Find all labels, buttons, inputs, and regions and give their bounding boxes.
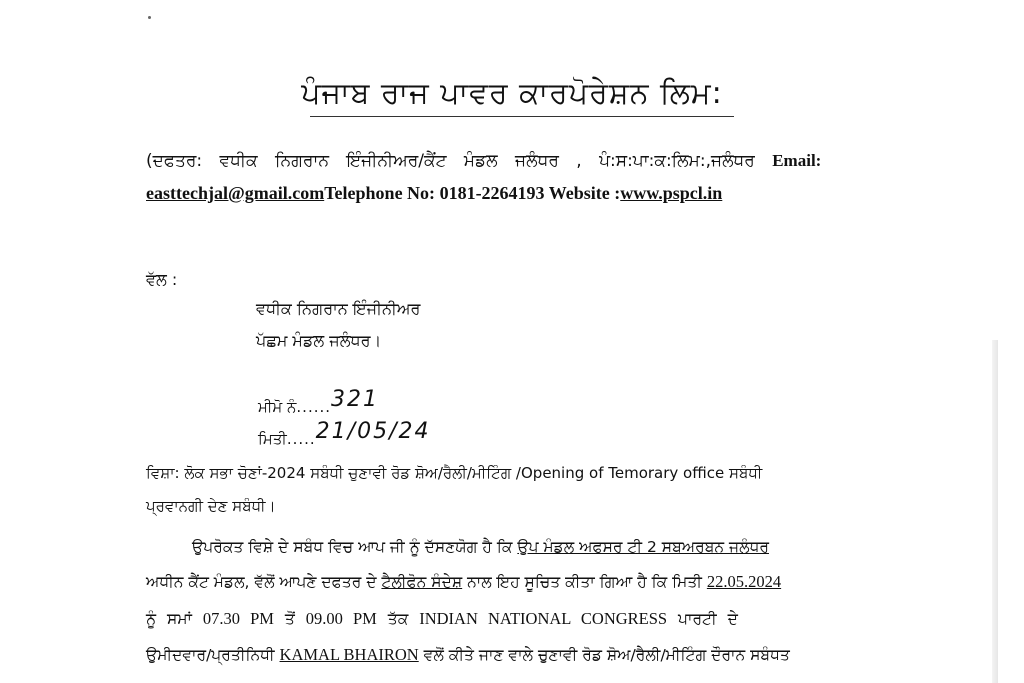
office-address-line [146, 151, 821, 171]
end-time: 09.00 PM [305, 609, 377, 628]
body-text: ਉਪਰੋਕਤ ਵਿਸ਼ੇ ਦੇ ਸਬੰਧ ਵਿਚ ਆਪ ਜੀ ਨੂੰ ਦੱਸਣਯੋਗ ਹੈ ਕਿ [192, 538, 518, 556]
body-text: ਅਧੀਨ ਕੈਂਟ ਮੰਡਲ, ਵੱਲੋਂ ਆਪਣੇ ਦਫਤਰ ਦੇ [146, 573, 382, 591]
email-link[interactable]: easttechjal@gmail.com [146, 183, 325, 203]
memo-label: ਮੀਮੋ ਨੰ [258, 398, 297, 416]
body-text: ਨੂੰ ਸਮਾਂ [146, 610, 203, 628]
memo-date-handwritten: 21/05/24 [315, 419, 431, 444]
memo-number-row [258, 387, 380, 418]
body-line-3 [146, 609, 886, 629]
body-text-underlined: ਟੈਲੀਫੋਨ ਸੰਦੇਸ਼ [381, 573, 463, 591]
date-dots: ..... [286, 430, 316, 448]
body-line-2 [146, 572, 886, 592]
subject-line-2: ਪ੍ਰਵਾਨਗੀ ਦੇਣ ਸਬੰਧੀ। [146, 497, 276, 515]
body-text: ਨਾਲ ਇਹ ਸੂਚਿਤ ਕੀਤਾ ਗਿਆ ਹੈ ਕਿ ਮਿਤੀ [462, 573, 707, 591]
page-edge-shadow [992, 340, 998, 683]
body-line-4 [146, 645, 886, 665]
recipient-line-2: ਪੱਛਮ ਮੰਡਲ ਜਲੰਧਰ। [256, 331, 382, 350]
office-address: (ਦਫਤਰ: ਵਧੀਕ ਨਿਗਰਾਨ ਇੰਜੀਨੀਅਰ/ਕੈਂਟ ਮੰਡਲ ਜਲੰਧਰ , ਪੰ:ਸ:ਪਾ:ਕ:ਲਿਮ:,ਜਲੰਧਰ [146, 151, 755, 171]
party-name: INDIAN NATIONAL CONGRESS [419, 609, 668, 628]
scan-speck [148, 16, 151, 19]
recipient-line-1: ਵਧੀਕ ਨਿਗਰਾਨ ਇੰਜੀਨੀਅਰ [256, 299, 421, 318]
telephone-label: Telephone No: [324, 183, 436, 203]
subject-line-1 [146, 464, 762, 482]
body-text: ਉਮੀਦਵਾਰ/ਪ੍ਰਤੀਨਿਧੀ [146, 646, 280, 664]
letterhead-title: ਪੰਜਾਬ ਰਾਜ ਪਾਵਰ ਕਾਰਪੋਰੇਸ਼ਨ ਲਿਮ: [301, 76, 723, 111]
memo-number-handwritten: 321 [331, 387, 380, 412]
telephone-number: 0181-2264193 [439, 183, 545, 203]
to-label: ਵੱਲ : [146, 270, 178, 289]
website-link[interactable]: www.pspcl.in [620, 183, 723, 203]
memo-date-row [258, 419, 431, 450]
body-text: ਪਾਰਟੀ ਦੇ [667, 610, 738, 628]
body-text: ਵਲੋਂ ਕੀਤੇ ਜਾਣ ਵਾਲੇ ਚੁਣਾਵੀ ਰੋਡ ਸ਼ੋਅ/ਰੈਲੀ/ਮੀਟਿੰਗ ਦੌਰਾਨ ਸਬੰਧਤ [418, 646, 790, 664]
title-underline [310, 116, 734, 117]
subject-text-1: ਲੋਕ ਸਭਾ ਚੋਣਾਂ-2024 ਸਬੰਧੀ ਚੁਣਾਵੀ ਰੋਡ ਸ਼ੋਅ/ਰੈਲੀ/ਮੀਟਿੰਗ /Opening of Temorary office ਸਬੰਧੀ [184, 464, 763, 482]
subject-label: ਵਿਸ਼ਾ: [146, 464, 180, 482]
start-time: 07.30 PM [202, 609, 274, 628]
website-label: Website : [548, 183, 621, 203]
body-line-1 [192, 538, 932, 557]
contact-line [146, 183, 722, 204]
memo-dots: ...... [296, 398, 332, 416]
body-date-underlined: 22.05.2024 [706, 572, 782, 591]
body-text: ਤੱਕ [376, 610, 420, 628]
email-label: Email: [772, 151, 822, 170]
body-text: ਤੋਂ [273, 610, 306, 628]
candidate-name: KAMAL BHAIRON [279, 645, 419, 664]
body-text-underlined: ਉਪ ਮੰਡਲ ਅਫਸਰ ਟੀ 2 ਸਬਅਰਬਨ ਜਲੰਧਰ [517, 538, 769, 556]
date-label: ਮਿਤੀ [258, 430, 287, 448]
